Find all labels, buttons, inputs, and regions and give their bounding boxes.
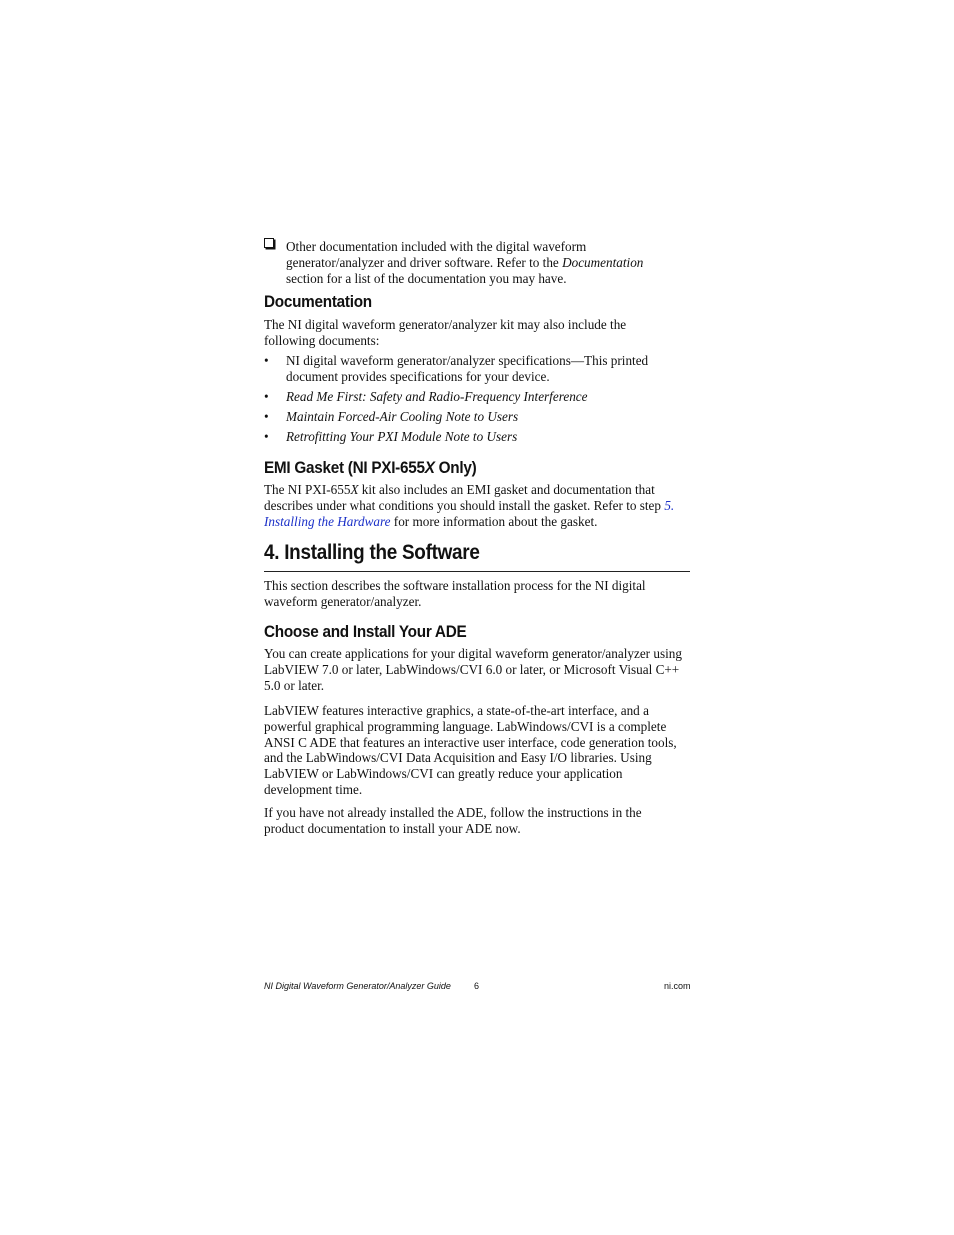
- ade-paragraph-1: You can create applications for your digital waveform generator/analyzer using LabVIEW 7.0 or later, LabWindows/CVI 6.0 or later, or Microsoft Visual C++ 5.0 or later.: [264, 646, 682, 693]
- checkbox-icon: [264, 238, 274, 248]
- ade-heading: Choose and Install Your ADE: [264, 622, 467, 641]
- section-rule: [264, 571, 690, 572]
- emi-heading: [264, 458, 649, 478]
- documentation-list-item: Retrofitting Your PXI Module Note to Users: [286, 429, 518, 444]
- emi-heading-part: Only): [434, 458, 477, 477]
- software-intro: This section describes the software installation process for the NI digital waveform generator/analyzer.: [264, 578, 646, 609]
- installing-software-heading: 4. Installing the Software: [264, 541, 480, 564]
- documentation-list-item: Read Me First: Safety and Radio-Frequency Interference: [286, 389, 588, 404]
- documentation-list-item: Maintain Forced-Air Cooling Note to Users: [286, 409, 519, 424]
- emi-text-part: kit also includes an EMI gasket and documentation that describes under what conditions you should install the gasket. Refer to step: [264, 482, 665, 513]
- emi-text-part: The NI PXI-655: [264, 482, 351, 497]
- checklist-item-text: [286, 239, 676, 286]
- footer-page-number: 6: [474, 981, 480, 991]
- footer-title: NI Digital Waveform Generator/Analyzer Guide: [264, 981, 451, 991]
- emi-paragraph: [264, 482, 686, 529]
- documentation-list-item: NI digital waveform generator/analyzer specifications—This printed document provides specifications for your device.: [286, 353, 649, 384]
- emi-heading-italic: X: [424, 458, 435, 477]
- checklist-text-part: Other documentation included with the digital waveform generator/analyzer and driver software. Refer to the: [286, 239, 587, 270]
- documentation-heading: Documentation: [264, 292, 372, 311]
- ade-paragraph-3: If you have not already installed the ADE, follow the instructions in the product documentation to install your ADE now.: [264, 805, 642, 836]
- ade-paragraph-2: LabVIEW features interactive graphics, a state-of-the-art interface, and a powerful graphical programming language. LabWindows/CVI is a complete ANSI C ADE that features an interactive user interface, code generation tools, and the LabWindows/CVI Data Acquisition and Easy I/O libraries. Using LabVIEW or LabWindows/CVI can greatly reduce your application development time.: [264, 703, 677, 797]
- checklist-text-italic: Documentation: [562, 254, 644, 270]
- bullet-glyph: •: [264, 409, 269, 424]
- documentation-intro: The NI digital waveform generator/analyzer kit may also include the following documents:: [264, 317, 627, 348]
- emi-text-part: for more information about the gasket.: [390, 513, 598, 529]
- emi-heading-part: EMI Gasket (NI PXI-655: [264, 458, 425, 477]
- bullet-glyph: •: [264, 389, 269, 404]
- installing-hardware-link[interactable]: 5. Installing the Hardware: [264, 497, 675, 529]
- checklist-text-part: section for a list of the documentation you may have.: [286, 270, 567, 286]
- bullet-glyph: •: [264, 353, 269, 368]
- emi-text-italic: X: [350, 482, 359, 497]
- bullet-glyph: •: [264, 429, 269, 444]
- footer-site: ni.com: [664, 981, 691, 991]
